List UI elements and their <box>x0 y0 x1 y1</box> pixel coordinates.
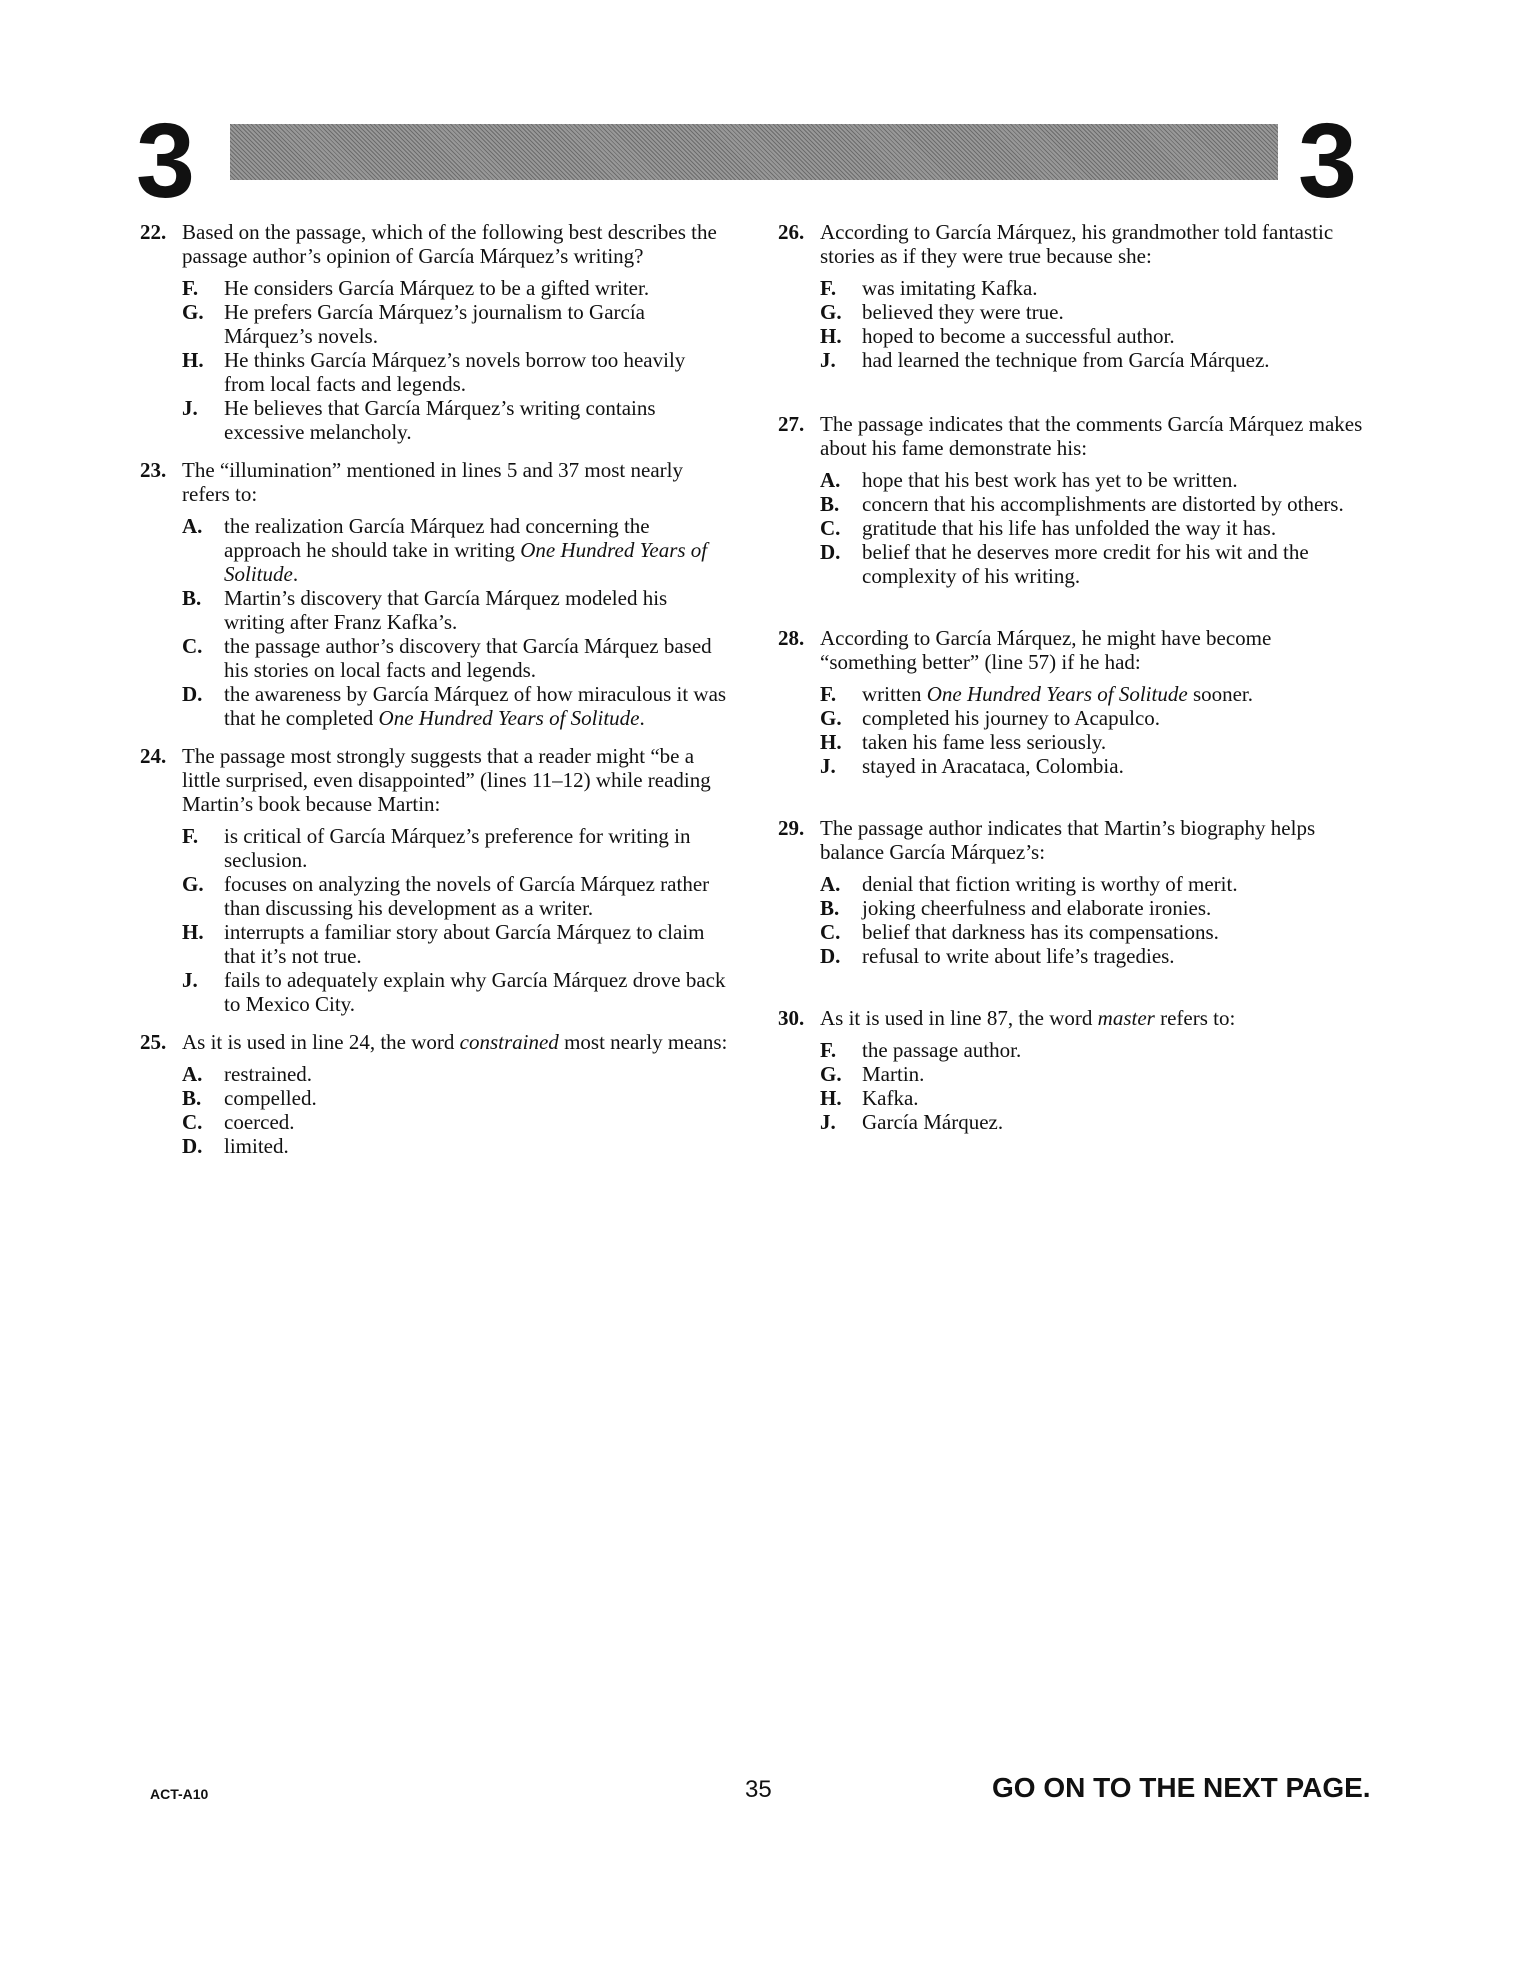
option-letter: D. <box>182 1134 203 1158</box>
text-run: compelled. <box>224 1086 317 1110</box>
form-code: ACT-A10 <box>150 1786 209 1802</box>
question-30 <box>778 1006 1368 1134</box>
option-letter: G. <box>182 872 204 896</box>
answer-option <box>820 540 1368 588</box>
option-letter: G. <box>820 300 842 324</box>
text-run: written <box>862 682 927 706</box>
option-letter: F. <box>820 682 837 706</box>
question-stem <box>778 816 1368 864</box>
italic-title: One Hundred Years of Solitude <box>378 706 640 730</box>
answer-option <box>820 1038 1368 1062</box>
answer-option <box>820 300 1368 324</box>
question-23 <box>140 458 730 730</box>
option-letter: H. <box>182 348 204 372</box>
option-letter: H. <box>182 920 204 944</box>
answer-options <box>140 1062 730 1158</box>
text-run: Based on the passage, which of the following best describes the passage author’s opinion of García Márquez’s writing? <box>182 220 717 268</box>
text-run: the passage author. <box>862 1038 1022 1062</box>
answer-option <box>182 920 730 968</box>
question-stem <box>140 1030 730 1054</box>
option-letter: C. <box>820 516 841 540</box>
question-stem <box>140 458 730 506</box>
option-letter: A. <box>820 872 841 896</box>
option-letter: G. <box>182 300 204 324</box>
text-run: As it is used in line 24, the word <box>182 1030 460 1054</box>
answer-option <box>182 586 730 634</box>
answer-option <box>820 1062 1368 1086</box>
answer-options <box>140 824 730 1016</box>
question-22 <box>140 220 730 444</box>
text-run: belief that he deserves more credit for his wit and the complexity of his writing. <box>862 540 1309 588</box>
text-run: . <box>639 706 645 730</box>
answer-options <box>778 276 1368 372</box>
text-run: As it is used in line 87, the word <box>820 1006 1098 1030</box>
option-letter: F. <box>182 824 199 848</box>
go-on-notice: GO ON TO THE NEXT PAGE. <box>992 1772 1371 1803</box>
answer-option <box>182 824 730 872</box>
text-run: had learned the technique from García Márquez. <box>862 348 1270 372</box>
text-run: He thinks García Márquez’s novels borrow too heavily from local facts and legends. <box>224 348 686 396</box>
answer-option <box>182 968 730 1016</box>
text-run: limited. <box>224 1134 289 1158</box>
text-run: focuses on analyzing the novels of García Márquez rather than discussing his development as a writer. <box>224 872 710 920</box>
question-number: 25. <box>140 1030 167 1054</box>
question-column-right <box>778 220 1368 1148</box>
question-number: 26. <box>778 220 805 244</box>
text-run: Martin’s discovery that García Márquez modeled his writing after Franz Kafka’s. <box>224 586 668 634</box>
text-run: According to García Márquez, he might have become “something better” (line 57) if he had: <box>820 626 1272 674</box>
text-run: The passage indicates that the comments García Márquez makes about his fame demonstrate his: <box>820 412 1363 460</box>
text-run: The passage author indicates that Martin’s biography helps balance García Márquez’s: <box>820 816 1316 864</box>
option-letter: D. <box>820 944 841 968</box>
text-run: most nearly means: <box>558 1030 728 1054</box>
text-run: the awareness by García Márquez of how miraculous it was that he completed <box>224 682 727 730</box>
answer-option <box>182 300 730 348</box>
text-run: taken his fame less seriously. <box>862 730 1107 754</box>
italic-title: One Hundred Years of Solitude <box>224 538 708 586</box>
text-run: is critical of García Márquez’s preference for writing in seclusion. <box>224 824 691 872</box>
answer-option <box>182 348 730 396</box>
answer-option <box>820 706 1368 730</box>
answer-option <box>182 1062 730 1086</box>
text-run: He prefers García Márquez’s journalism to García Márquez’s novels. <box>224 300 645 348</box>
question-stem <box>140 220 730 268</box>
question-stem <box>778 220 1368 268</box>
option-letter: H. <box>820 1086 842 1110</box>
italic-title: master <box>1097 1006 1155 1030</box>
option-letter: B. <box>182 1086 202 1110</box>
text-run: restrained. <box>224 1062 313 1086</box>
answer-options <box>778 682 1368 778</box>
question-number: 27. <box>778 412 805 436</box>
option-letter: F. <box>182 276 199 300</box>
page-number: 35 <box>745 1776 772 1803</box>
option-letter: A. <box>182 514 203 538</box>
text-run: Martin. <box>862 1062 925 1086</box>
question-number: 24. <box>140 744 167 768</box>
text-run: gratitude that his life has unfolded the way it has. <box>862 516 1277 540</box>
text-run: sooner. <box>1187 682 1254 706</box>
answer-options <box>778 468 1368 588</box>
text-run: hoped to become a successful author. <box>862 324 1175 348</box>
answer-option <box>820 492 1368 516</box>
answer-option <box>820 896 1368 920</box>
answer-option <box>820 516 1368 540</box>
section-number-left: 3 <box>136 102 195 220</box>
answer-option <box>820 1086 1368 1110</box>
text-run: fails to adequately explain why García Márquez drove back to Mexico City. <box>224 968 726 1016</box>
text-run: According to García Márquez, his grandmother told fantastic stories as if they were true because she: <box>820 220 1334 268</box>
section-number-right: 3 <box>1298 102 1357 220</box>
option-letter: C. <box>820 920 841 944</box>
option-letter: G. <box>820 706 842 730</box>
option-letter: D. <box>820 540 841 564</box>
answer-option <box>182 396 730 444</box>
answer-option <box>820 468 1368 492</box>
text-run: He considers García Márquez to be a gifted writer. <box>224 276 650 300</box>
answer-option <box>820 944 1368 968</box>
text-run: refusal to write about life’s tragedies. <box>862 944 1175 968</box>
option-letter: D. <box>182 682 203 706</box>
option-letter: G. <box>820 1062 842 1086</box>
question-28 <box>778 626 1368 778</box>
question-26 <box>778 220 1368 372</box>
text-run: the realization García Márquez had concerning the approach he should take in writing <box>224 514 650 562</box>
text-run: interrupts a familiar story about García Márquez to claim that it’s not true. <box>224 920 705 968</box>
option-letter: F. <box>820 1038 837 1062</box>
text-run: He believes that García Márquez’s writing contains excessive melancholy. <box>224 396 656 444</box>
question-number: 30. <box>778 1006 805 1030</box>
text-run: coerced. <box>224 1110 295 1134</box>
answer-option <box>820 276 1368 300</box>
option-letter: J. <box>182 968 198 992</box>
question-stem <box>140 744 730 816</box>
option-letter: H. <box>820 730 842 754</box>
question-number: 29. <box>778 816 805 840</box>
question-number: 28. <box>778 626 805 650</box>
option-letter: A. <box>820 468 841 492</box>
answer-option <box>820 324 1368 348</box>
option-letter: J. <box>820 348 836 372</box>
answer-option <box>182 1086 730 1110</box>
text-run: . <box>292 562 299 586</box>
answer-option <box>820 920 1368 944</box>
question-29 <box>778 816 1368 968</box>
answer-options <box>140 276 730 444</box>
answer-option <box>820 754 1368 778</box>
answer-option <box>182 682 730 730</box>
question-24 <box>140 744 730 1016</box>
option-letter: C. <box>182 634 203 658</box>
text-run: García Márquez. <box>862 1110 1004 1134</box>
option-letter: H. <box>820 324 842 348</box>
option-letter: F. <box>820 276 837 300</box>
answer-option <box>182 1134 730 1158</box>
answer-option <box>820 872 1368 896</box>
text-run: refers to: <box>1154 1006 1236 1030</box>
text-run: Kafka. <box>862 1086 919 1110</box>
text-run: completed his journey to Acapulco. <box>862 706 1161 730</box>
answer-options <box>140 514 730 730</box>
text-run: joking cheerfulness and elaborate ironies. <box>862 896 1212 920</box>
option-letter: J. <box>820 754 836 778</box>
text-run: believed they were true. <box>862 300 1064 324</box>
text-run: The passage most strongly suggests that a reader might “be a little surprised, even disappointed” (lines 11–12) while reading Martin’s book because Martin: <box>182 744 711 816</box>
text-run: stayed in Aracataca, Colombia. <box>862 754 1124 778</box>
question-stem <box>778 412 1368 460</box>
option-letter: A. <box>182 1062 203 1086</box>
text-run: the passage author’s discovery that García Márquez based his stories on local facts and legends. <box>224 634 712 682</box>
answer-option <box>820 682 1368 706</box>
answer-option <box>182 1110 730 1134</box>
text-run: concern that his accomplishments are distorted by others. <box>862 492 1344 516</box>
italic-title: constrained <box>459 1030 559 1054</box>
question-25 <box>140 1030 730 1158</box>
answer-option <box>182 514 730 586</box>
answer-options <box>778 1038 1368 1134</box>
answer-options <box>778 872 1368 968</box>
question-column-left <box>140 220 730 1172</box>
question-27 <box>778 412 1368 588</box>
italic-title: One Hundred Years of Solitude <box>926 682 1188 706</box>
option-letter: B. <box>820 896 840 920</box>
answer-option <box>820 1110 1368 1134</box>
question-number: 23. <box>140 458 167 482</box>
question-stem <box>778 626 1368 674</box>
text-run: hope that his best work has yet to be written. <box>862 468 1238 492</box>
text-run: denial that fiction writing is worthy of merit. <box>862 872 1238 896</box>
text-run: belief that darkness has its compensations. <box>862 920 1219 944</box>
option-letter: C. <box>182 1110 203 1134</box>
answer-option <box>820 730 1368 754</box>
option-letter: J. <box>820 1110 836 1134</box>
answer-option <box>182 276 730 300</box>
answer-option <box>182 634 730 682</box>
answer-option <box>182 872 730 920</box>
option-letter: B. <box>182 586 202 610</box>
answer-option <box>820 348 1368 372</box>
section-banner <box>230 124 1278 180</box>
text-run: The “illumination” mentioned in lines 5 and 37 most nearly refers to: <box>182 458 683 506</box>
question-stem <box>778 1006 1368 1030</box>
text-run: was imitating Kafka. <box>862 276 1038 300</box>
question-number: 22. <box>140 220 167 244</box>
option-letter: B. <box>820 492 840 516</box>
option-letter: J. <box>182 396 198 420</box>
